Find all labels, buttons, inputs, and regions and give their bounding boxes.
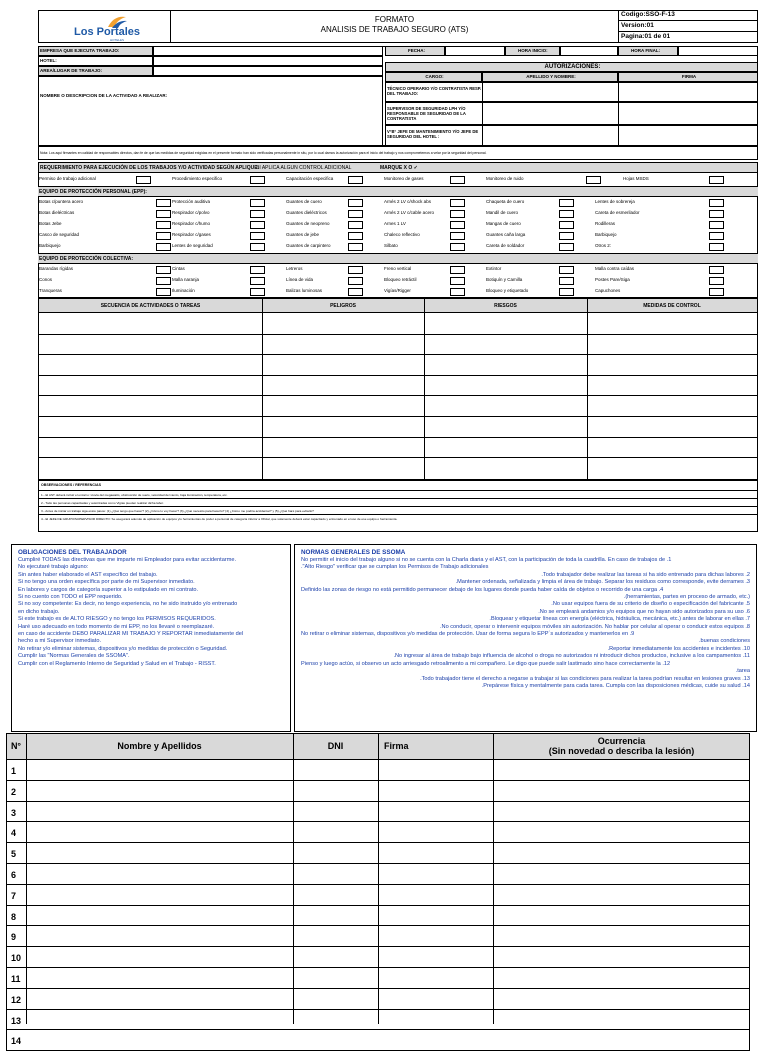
normas-line: .No usar equipos fuera de su criterio de diseño o especificación del fabricante .5 — [551, 601, 750, 608]
firmas-vline-4 — [493, 733, 494, 1024]
observaciones-box — [38, 480, 758, 532]
epp-item-mandil-de-cuero-label: Mandil de cuero — [486, 210, 519, 215]
secuencia-col-medidas: MEDIDAS DE CONTROL — [643, 303, 701, 309]
epc-grid — [38, 265, 758, 298]
epp-item-guantes-dielectricos-label: Guantes dieléctricos — [286, 210, 327, 215]
secuencia-row[interactable] — [39, 417, 757, 438]
firmas-row-number: 10 — [11, 953, 22, 964]
epp-item-arnes-2-lv-c-cable-acero-label: Arnés 2 LV c/cable acero — [384, 210, 434, 215]
form-title-line1: FORMATO — [374, 15, 415, 24]
oblig-line: Sin antes haber elaborado el AST específico del trabajo. — [18, 571, 158, 578]
epp-item-botas-dielectricas-label: Botas dieléctricas — [39, 210, 75, 215]
epc-item-tranqueras-checkbox[interactable] — [156, 288, 171, 296]
epp-title: EQUIPO DE PROTECCIÓN PERSONAL (EPP): — [39, 189, 147, 195]
firmas-col-firma: Firma — [384, 741, 409, 751]
epp-item-barbiquejo-checkbox[interactable] — [156, 243, 171, 251]
epp-item-arnes-2-lv-c-cable-acero-checkbox[interactable] — [450, 210, 465, 218]
auth-row-3-cargo: V°B° JEFE DE MANTENIMIENTO Y/O JEFE DE SEGURIDAD DEL HOTEL : — [387, 129, 479, 139]
epc-item-bloqueo-retractil-checkbox[interactable] — [450, 277, 465, 285]
epc-item-capuchones-label: Capuchones — [595, 288, 621, 293]
hotel-input[interactable] — [153, 56, 383, 66]
normas-line: Definido las zonas de riesgo no está permitido permanecer debajo de los lugares donde pueda haber caída de objetos o recorrido de una carga .4 — [301, 586, 664, 593]
epc-title: EQUIPO DE PROTECCIÓN COLECTIVA: — [39, 256, 134, 262]
firmas-row-number: 12 — [11, 994, 22, 1005]
area-input[interactable] — [153, 66, 383, 76]
epp-item-mangas-de-cuero-label: Mangas de cuero — [486, 221, 521, 226]
obligaciones-lines — [18, 557, 284, 668]
epp-item-guantes-cana-larga-label: Guantes caña larga — [486, 232, 526, 237]
epp-item-arnes-2-lv-c-shock-abs-label: Arnés 2 LV c/shock abs — [384, 199, 431, 204]
epp-item-rodilleras-checkbox[interactable] — [709, 221, 724, 229]
req-item-procedimiento-especifico-label: Procedimiento especifico — [172, 176, 223, 181]
epp-item-guantes-de-jebe-checkbox[interactable] — [348, 232, 363, 240]
epp-item-barbiquejo-label: Barbiquejo — [39, 243, 61, 248]
fecha-input[interactable] — [445, 46, 505, 56]
oblig-line: Cumplir las "Normas Generales de SSOMA". — [18, 653, 130, 660]
firmas-row-number: 14 — [11, 1036, 22, 1047]
epp-item-guantes-de-cuero-checkbox[interactable] — [348, 199, 363, 207]
epp-item-arnes-1-lv-checkbox[interactable] — [450, 221, 465, 229]
epp-item-arnes-1-lv-label: Arnes 1 LV — [384, 221, 406, 226]
secuencia-col-riesgos: RIESGOS — [494, 303, 517, 309]
epc-item-botiquin-y-camilla-label: Botiquín y Camilla — [486, 277, 523, 282]
firmas-row-number: 3 — [11, 807, 17, 818]
epp-item-guantes-de-neopreno-label: Guantes de neopreno — [286, 221, 330, 226]
epp-item-botas-dielectricas-checkbox[interactable] — [156, 210, 171, 218]
auth-row-1-cargo: TÉCNICO OPERARIO Y/O CONTRATISTA RESP. DEL TRABAJO: — [387, 86, 482, 96]
form-title-line2: ANALISIS DE TRABAJO SEGURO (ATS) — [320, 25, 469, 34]
epp-item-barbiquejo-checkbox[interactable] — [709, 232, 724, 240]
epp-item-respirador-c-polvo-checkbox[interactable] — [250, 210, 265, 218]
secuencia-row[interactable] — [39, 458, 757, 479]
secuencia-table — [38, 298, 758, 480]
req-item-hojas-msds-checkbox[interactable] — [709, 176, 724, 184]
req-item-monitoreo-de-ruido-checkbox[interactable] — [586, 176, 601, 184]
epp-item-silbato-label: Silbato — [384, 243, 398, 248]
epc-item-conos-checkbox[interactable] — [156, 277, 171, 285]
epp-item-respirador-c-polvo-label: Respirador c/polvo — [172, 210, 210, 215]
firmas-row-number: 9 — [11, 932, 17, 943]
oblig-line: Cumplir con el Reglamento Interno de Seguridad y Salud en el Trabajo - RISST. — [18, 660, 216, 667]
firmas-row-number: 11 — [11, 974, 21, 984]
epp-grid — [38, 198, 758, 253]
normas-line: .No conducir, operar o intervenir equipos móviles sin autorización. No hablar por celular al operar o conducir estos equipos .8 — [440, 623, 750, 630]
req-item-permiso-de-trabajo-adicional-checkbox[interactable] — [136, 176, 151, 184]
oblig-line: Haré uso adecuado en todo momento de mi EPP, no los llevaré o reemplazaré. — [18, 623, 215, 630]
epc-item-capuchones-checkbox[interactable] — [709, 288, 724, 296]
firmas-col-nombre: Nombre y Apellidos — [117, 741, 202, 751]
epp-item-guantes-de-carpintero-label: Guantes de carpintero — [286, 243, 331, 248]
epp-item-careta-de-esmerilador-label: Careta de esmerilador — [595, 210, 640, 215]
codigo-label: Codigo:SSO-F-13 — [619, 10, 758, 21]
epc-item-balizas-luminosas-label: Balizas luminosas — [286, 288, 323, 293]
epp-item-respirador-c-gases-label: Respirador c/gases — [172, 232, 211, 237]
empresa-label-cell: EMPRESA QUE EJECUTA TRABAJO: — [38, 46, 153, 56]
secuencia-row[interactable] — [39, 335, 757, 356]
meta-cell — [618, 10, 758, 43]
normas-line: Pienso y luego actúo, si observo un acto arriesgado retroalimento a mi compañero. Le digo que puede salir lastimado sino hace correctamente la .12 — [301, 660, 671, 667]
oblig-line: Si este trabajo es de ALTO RIESGO y no tengo los PERMISOS REQUERIDOS. — [18, 616, 216, 623]
epp-item-botas-c-puntera-acero-checkbox[interactable] — [156, 199, 171, 207]
auth-row-2-firma-input[interactable] — [618, 103, 758, 125]
req-item-procedimiento-especifico-checkbox[interactable] — [250, 176, 265, 184]
epp-item-careta-de-esmerilador-checkbox[interactable] — [709, 210, 724, 218]
secuencia-col-tareas: SECUENCIA DE ACTIVIDADES O TAREAS — [100, 303, 201, 309]
auth-row-2 — [385, 102, 758, 125]
epc-item-extintor-checkbox[interactable] — [559, 266, 574, 274]
secuencia-row[interactable] — [39, 396, 757, 417]
auth-row-3-firma-input[interactable] — [618, 126, 758, 146]
auth-row-1 — [385, 82, 758, 102]
epc-item-cintas-checkbox[interactable] — [250, 266, 265, 274]
epc-item-bloqueo-y-etiquetado-label: Bloqueo y etiquetado — [486, 288, 529, 293]
requerimiento-header — [38, 162, 758, 173]
epp-item-botas-jebe-label: Botas Jebe — [39, 221, 62, 226]
auth-row-3-nombre-input[interactable] — [482, 126, 618, 146]
nota-box — [38, 146, 758, 160]
normas-box — [294, 544, 757, 732]
epp-item-lentes-de-sobrereja-checkbox[interactable] — [709, 199, 724, 207]
firmas-col-ocurrencia-sub: (Sin novedad o describa la lesión) — [548, 746, 695, 756]
firmas-col-ocurrencia: Ocurrencia — [597, 736, 646, 746]
autorizaciones-title: AUTORIZACIONES: — [385, 62, 758, 72]
epp-item-casco-de-seguridad-checkbox[interactable] — [156, 232, 171, 240]
obligaciones-box — [11, 544, 291, 732]
epp-item-arnes-2-lv-c-shock-abs-checkbox[interactable] — [450, 199, 465, 207]
epc-item-balizas-luminosas-checkbox[interactable] — [348, 288, 363, 296]
normas-line: .buenas condiciones — [698, 638, 750, 645]
epp-item-guantes-de-jebe-label: Guantes de jebe — [286, 232, 320, 237]
auth-row-1-firma-input[interactable] — [618, 83, 758, 102]
epc-item-freno-vertical-label: Freno vertical — [384, 266, 412, 271]
epp-item-careta-de-soldador-label: Careta de soldador — [486, 243, 525, 248]
epp-item-botas-c-puntera-acero-label: Botas c/puntera acero — [39, 199, 84, 204]
normas-lines — [301, 557, 750, 690]
epp-item-guantes-de-carpintero-checkbox[interactable] — [348, 243, 363, 251]
normas-line: .Prepárese física y mentalmente para cada tarea. Cumpla con las disposiciones médicas, cuide su salud .14 — [481, 682, 750, 689]
epc-header — [38, 253, 758, 264]
epc-item-botiquin-y-camilla-checkbox[interactable] — [559, 277, 574, 285]
empresa-input[interactable] — [153, 46, 383, 56]
epc-item-bloqueo-y-etiquetado-checkbox[interactable] — [559, 288, 574, 296]
oblig-line: En labores y cargos de categoría superior a lo estipulado en mi contrato. — [18, 586, 199, 593]
requerimiento-row — [38, 174, 758, 185]
auth-col-cargo: CARGO: — [385, 72, 482, 82]
epp-item-chaqueta-de-cuero-checkbox[interactable] — [559, 199, 574, 207]
normas-line: .Bloquear y etiquetar líneas con energía (eléctrica, hidráulica, mecánica, etc.) antes de laborar en ellas .7 — [489, 616, 750, 623]
observaciones-lines — [39, 490, 757, 522]
oblig-line: Si no soy competente: Es decir, no tengo experiencia, no he sido instruido y/o entrenado — [18, 601, 238, 608]
epc-item-vigias-rigger-label: Vigías/Rigger — [384, 288, 411, 293]
secuencia-col-peligros: PELIGROS — [330, 303, 356, 309]
epp-item-silbato-checkbox[interactable] — [450, 243, 465, 251]
epp-item-mangas-de-cuero-checkbox[interactable] — [559, 221, 574, 229]
epc-item-postes-pare-siga-label: Postes Pare/Siga — [595, 277, 630, 282]
fecha-label-cell: FECHA: — [385, 46, 445, 56]
epp-item-guantes-de-neopreno-checkbox[interactable] — [348, 221, 363, 229]
req-item-monitoreo-de-gases-label: Monitoreo de gases — [384, 176, 424, 181]
area-label-cell: AREA/LUGAR DE TRABAJO: — [38, 66, 153, 76]
epc-item-malla-contra-caidas-checkbox[interactable] — [709, 266, 724, 274]
oblig-line: No ejecutaré trabajo alguno: — [18, 564, 89, 571]
epp-item-chaleco-reflectivo-checkbox[interactable] — [450, 232, 465, 240]
pagina-label: Pagina:01 de 01 — [621, 33, 671, 40]
epp-item-guantes-de-cuero-label: Guantes de cuero — [286, 199, 322, 204]
requerimiento-mark: MARQUE X O ✓ — [380, 165, 418, 171]
observacion-line: 2.- Todo las personas capacitadas y autorizadas como Vigías pueden realizar dicha labor. — [39, 498, 757, 506]
firmas-col-num: N° — [10, 741, 22, 751]
epc-item-postes-pare-siga-checkbox[interactable] — [709, 277, 724, 285]
epp-item-respirador-c-gases-checkbox[interactable] — [250, 232, 265, 240]
observacion-line: 4.- El JEFE DE GRUPO/SUPERVISOR DIRECTO: Se asegurará además de aplicación de equipos y/o herramientas de poder a personal de categoría inferior a Oficial, que solamente deberá estar capacitado y entrenado en el uso de ese equipo o herramienta. — [39, 514, 757, 522]
epp-item-chaleco-reflectivo-label: Chaleco reflectivo — [384, 232, 420, 237]
observaciones-title: OBSERVACIONES / REFERENCIAS — [41, 483, 101, 487]
oblig-line: hecho a mi Supervisor inmediato. — [18, 638, 102, 645]
epc-item-conos-label: Conos — [39, 277, 53, 282]
req-item-monitoreo-de-gases-checkbox[interactable] — [450, 176, 465, 184]
normas-line: .Reportar inmediatamente los accidentes e incidentes .10 — [607, 645, 750, 652]
firmas-row-number: 13 — [11, 1015, 22, 1026]
epp-item-lentes-de-seguridad-checkbox[interactable] — [250, 243, 265, 251]
firmas-row-number: 7 — [11, 890, 17, 901]
req-item-capacitacion-especifica-checkbox[interactable] — [348, 176, 363, 184]
epp-item-casco-de-seguridad-label: Casco de seguridad — [39, 232, 80, 237]
normas-line: No retirar o eliminar sistemas, dispositivos y/o medidas de protección. Usar de forma segura lo EPP´s autorizados y mantenerlos en .9 — [301, 631, 635, 638]
epp-item-respirador-c-humo-label: Respirador c/humo — [172, 221, 211, 226]
epp-item-lentes-de-sobrereja-label: Lentes de sobrereja — [595, 199, 635, 204]
epp-item-proteccion-auditiva-checkbox[interactable] — [250, 199, 265, 207]
req-item-monitoreo-de-ruido-label: Monitoreo de ruido — [486, 176, 524, 181]
obligaciones-title: OBLIGACIONES DEL TRABAJADOR — [18, 549, 127, 556]
epp-item-mandil-de-cuero-checkbox[interactable] — [559, 210, 574, 218]
normas-line: .Todo trabajador debe realizar las tareas si ha sido entrenado para dichas labores .2 — [541, 571, 750, 578]
epc-item-malla-naranja-checkbox[interactable] — [250, 277, 265, 285]
nota-text: Nota: Los aqui firmantes en calidad de responsables directos, dan fe de que las medidas de seguridad exigidas en el presente formato han sido verificadas personalmente in situ, por lo cual damos la autorización para el inicio del trabajo y nos comprometemos a velar por la seguridad del personal. — [40, 151, 487, 155]
normas-line: .No se empleará andamios y/o equipos que no hayan sido autorizados para su uso .6 — [538, 608, 750, 615]
hora-final-label-cell: HORA FINAL: — [618, 46, 678, 56]
epc-item-barandas-rigidas-label: Barandas rígidas — [39, 266, 74, 271]
observacion-line: 1.- El AST deberá incluir el entorno: Lluvia del megawatts, obstrucción de suelo, velocidad del viento, baja iluminación, temperatura, etc. — [39, 490, 757, 498]
observacion-line: 3.- Antes de iniciar un trabajo siga estos pasos: (1) ¿Qué tengo que hacer? (2) ¿Cómo lo voy hacer? (3) ¿Qué necesito para hacerlo? (4) ¿Cómo me podría accidentar? y (5) ¿Qué haré para evitarlo? — [39, 506, 757, 514]
normas-line: .(herramientas, partes en proceso de armado, etc.) — [623, 594, 750, 601]
epc-item-freno-vertical-checkbox[interactable] — [450, 266, 465, 274]
auth-row-2-nombre-input[interactable] — [482, 103, 618, 125]
epc-item-bloqueo-retractil-label: Bloqueo retráctil — [384, 277, 417, 282]
epp-item-rodilleras-label: Rodilleras — [595, 221, 616, 226]
version-label: Version:01 — [619, 21, 758, 32]
oblig-line: No retirar y/o eliminar sistemas, dispositivos y/o medidas de protección o Seguridad. — [18, 645, 228, 652]
auth-row-3 — [385, 125, 758, 146]
firmas-table — [6, 733, 750, 1047]
normas-line: ."Alto Riesgo" verificar que se cumplan los Permisos de Trabajo adicionales — [301, 564, 489, 571]
epc-item-tranqueras-label: Tranqueras — [39, 288, 62, 293]
auth-row-2-cargo: SUPERVISOR DE SEGURIDAD LPH Y/O RESPONSABLE DE SEGURIDAD DE LA CONTRATISTA — [387, 106, 466, 121]
oblig-line: en caso de accidente DEBO PARALIZAR MI TRABAJO Y REPORTAR inmediatamente del — [18, 631, 244, 638]
req-item-hojas-msds-label: Hojas MSDS — [623, 176, 649, 181]
hotel-label-cell: HOTEL: — [38, 56, 153, 66]
logo-subtext: HOTELES — [110, 38, 125, 42]
firmas-row-number: 1 — [11, 766, 17, 776]
epp-item-proteccion-auditiva-label: Protección auditiva — [172, 199, 211, 204]
firmas-row[interactable] — [6, 1030, 750, 1051]
epp-item-guantes-cana-larga-checkbox[interactable] — [559, 232, 574, 240]
logo-text: Los Portales — [74, 26, 141, 38]
epp-item-careta-de-soldador-checkbox[interactable] — [559, 243, 574, 251]
actividad-cell[interactable]: NOMBRE O DESCRIPCION DE LA ACTIVIDAD A REALIZAR: — [38, 76, 383, 146]
requerimiento-note: SI APLICA ALGUN CONTROL ADICIONAL — [256, 165, 352, 171]
logo-cell — [38, 10, 171, 43]
firmas-row-number: 2 — [11, 786, 17, 797]
secuencia-rows[interactable] — [39, 314, 757, 479]
epp-item-barbiquejo-label: Barbiquejo — [595, 232, 617, 237]
epc-item-linea-de-vida-label: Línea de vida — [286, 277, 314, 282]
hora-final-input[interactable] — [678, 46, 758, 56]
secuencia-row[interactable] — [39, 314, 757, 335]
normas-line: .Mantener ordenada, señalizada y limpia el área de trabajo. Separar los residuos como corresponde, evite derrames .3 — [455, 579, 750, 586]
hora-inicio-input[interactable] — [560, 46, 618, 56]
firmas-row-number: 6 — [11, 870, 17, 880]
req-item-permiso-de-trabajo-adicional-label: Permiso de trabajo adicional — [39, 176, 96, 181]
secuencia-row[interactable] — [39, 355, 757, 376]
secuencia-row[interactable] — [39, 438, 757, 459]
oblig-line: en dicho trabajo. — [18, 608, 60, 615]
epc-item-iluminacion-checkbox[interactable] — [250, 288, 265, 296]
epc-item-malla-contra-caidas-label: Malla contra caídas — [595, 266, 635, 271]
normas-line: .No ingresar al área de trabajo bajo influencia de alcohol o droga no autorizados ni introducir dichos productos, inclusive a los campamentos .11 — [393, 653, 750, 660]
auth-row-1-nombre-input[interactable] — [482, 83, 618, 102]
requerimiento-title: REQUERIMIENTO PARA EJECUCIÓN DE LOS TRABAJOS Y/O ACTIVIDAD SEGÚN APLIQUE: — [40, 165, 260, 171]
epc-item-letreros-label: Letreros — [286, 266, 303, 271]
oblig-line: Si no cuento con TODO el EPP requerido. — [18, 594, 123, 601]
epc-item-iluminacion-label: Iluminación — [172, 288, 195, 293]
epc-item-barandas-rigidas-checkbox[interactable] — [156, 266, 171, 274]
normas-line: .tarea — [735, 668, 750, 675]
epc-item-extintor-label: Extintor — [486, 266, 502, 271]
epp-item-lentes-de-seguridad-label: Lentes de seguridad — [172, 243, 213, 248]
auth-col-nombre: APELLIDO Y NOMBRE: — [482, 72, 618, 82]
normas-title: NORMAS GENERALES DE SSOMA — [301, 549, 406, 556]
epc-item-linea-de-vida-checkbox[interactable] — [348, 277, 363, 285]
firmas-vline-3 — [378, 733, 379, 1024]
firmas-row-number: 4 — [11, 828, 17, 839]
epp-item-otros-2-label: Otros 2: — [595, 243, 612, 248]
auth-col-firma: FIRMA — [618, 72, 758, 82]
epp-item-chaqueta-de-cuero-label: Chaqueta de cuero — [486, 199, 525, 204]
oblig-line: Cumpliré TODAS las directivas que me imparte mi Empleador para evitar accidentarme. — [18, 557, 237, 563]
epp-item-respirador-c-humo-checkbox[interactable] — [250, 221, 265, 229]
epp-item-guantes-dielectricos-checkbox[interactable] — [348, 210, 363, 218]
epc-item-letreros-checkbox[interactable] — [348, 266, 363, 274]
hora-inicio-label-cell: HORA INICIO: — [505, 46, 560, 56]
firmas-vline-2 — [293, 733, 294, 1024]
normas-line: No permitir el inicio del trabajo alguno si no se cuenta con la Charla diaria y el AST, con la participación de toda la cuadrilla. En caso de trabajos de .1 — [301, 557, 672, 563]
epp-item-otros-2-checkbox[interactable] — [709, 243, 724, 251]
epp-header — [38, 186, 758, 197]
epp-item-botas-jebe-checkbox[interactable] — [156, 221, 171, 229]
epc-item-malla-naranja-label: Malla naranja — [172, 277, 200, 282]
firmas-row-number: 8 — [11, 911, 17, 922]
oblig-line: Si no tengo una orden específica por parte de mi Supervisor inmediato. — [18, 579, 195, 586]
req-item-capacitacion-especifica-label: Capacitación especifica — [286, 176, 334, 181]
secuencia-row[interactable] — [39, 376, 757, 397]
firmas-row-number: 5 — [11, 849, 17, 860]
firmas-col-dni: DNI — [327, 741, 344, 751]
firmas-vline-1 — [26, 733, 27, 1024]
epc-item-cintas-label: Cintas — [172, 266, 185, 271]
epc-item-vigias-rigger-checkbox[interactable] — [450, 288, 465, 296]
normas-line: .Todo trabajador tiene el derecho a negarse a trabajar si las condiciones para realizar la tarea podrían resultar en lesiones graves .13 — [420, 675, 750, 682]
